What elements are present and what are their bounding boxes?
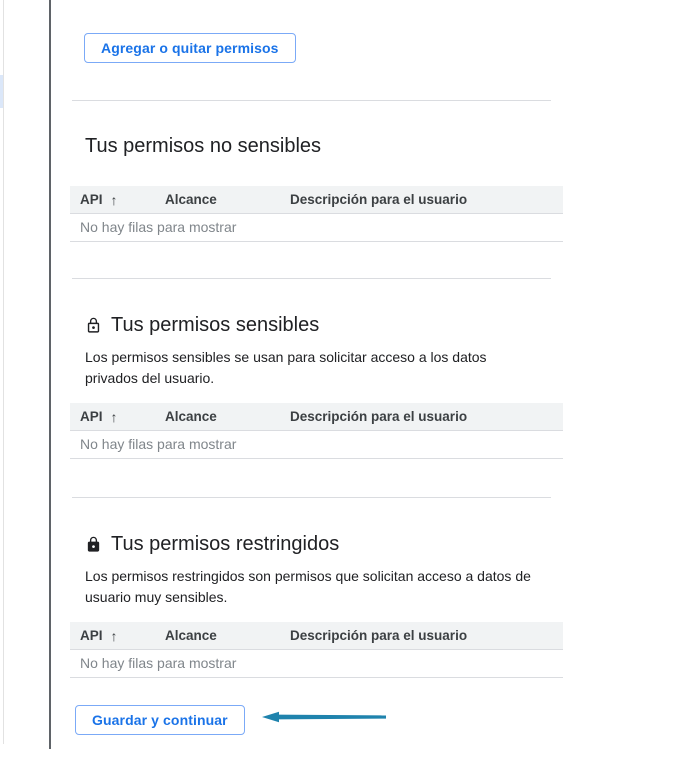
sort-ascending-icon[interactable]: ↑ bbox=[110, 408, 118, 425]
annotation-arrow-icon bbox=[262, 709, 386, 725]
empty-table-message: No hay filas para mostrar bbox=[70, 650, 563, 678]
section-divider bbox=[72, 100, 551, 101]
column-header-descripcion: Descripción para el usuario bbox=[290, 192, 468, 207]
save-continue-button[interactable]: Guardar y continuar bbox=[75, 705, 245, 735]
column-header-alcance: Alcance bbox=[165, 628, 217, 643]
table-header-row bbox=[70, 622, 563, 650]
sort-ascending-icon[interactable]: ↑ bbox=[110, 191, 118, 208]
left-edge-border bbox=[3, 0, 4, 744]
section-divider bbox=[72, 497, 551, 498]
section-description-restricted: Los permisos restringidos son permisos que solicitan acceso a datos de usuario muy sensibles. bbox=[85, 568, 531, 605]
table-header-row bbox=[70, 403, 563, 431]
empty-table-message: No hay filas para mostrar bbox=[70, 431, 563, 459]
column-header-api-label: API bbox=[80, 628, 103, 643]
section-title-restricted bbox=[85, 530, 339, 558]
section-title-text: Tus permisos restringidos bbox=[111, 533, 340, 555]
lock-filled-icon bbox=[85, 536, 102, 553]
panel-divider-line bbox=[49, 0, 51, 749]
column-header-descripcion: Descripción para el usuario bbox=[290, 409, 468, 424]
section-divider bbox=[72, 278, 551, 279]
section-title-text: Tus permisos no sensibles bbox=[85, 135, 322, 157]
non-sensitive-scopes-table bbox=[70, 186, 563, 242]
empty-table-message: No hay filas para mostrar bbox=[70, 214, 563, 242]
restricted-scopes-table bbox=[70, 622, 563, 678]
sensitive-scopes-table bbox=[70, 403, 563, 459]
column-header-alcance: Alcance bbox=[165, 192, 217, 207]
lock-outline-icon bbox=[85, 317, 102, 334]
section-title-text: Tus permisos sensibles bbox=[111, 314, 320, 336]
column-header-api-label: API bbox=[80, 192, 103, 207]
column-header-descripcion: Descripción para el usuario bbox=[290, 628, 468, 643]
column-header-api[interactable] bbox=[70, 628, 165, 643]
add-remove-scopes-button[interactable]: Agregar o quitar permisos bbox=[84, 33, 296, 63]
sort-ascending-icon[interactable]: ↑ bbox=[110, 627, 118, 644]
column-header-alcance: Alcance bbox=[165, 409, 217, 424]
section-title-non-sensitive bbox=[85, 132, 321, 160]
table-header-row bbox=[70, 186, 563, 214]
column-header-api[interactable] bbox=[70, 409, 165, 424]
column-header-api-label: API bbox=[80, 409, 103, 424]
section-description-sensitive: Los permisos sensibles se usan para solicitar acceso a los datos privados del usuario. bbox=[85, 349, 487, 386]
section-title-sensitive bbox=[85, 311, 319, 339]
column-header-api[interactable] bbox=[70, 192, 165, 207]
